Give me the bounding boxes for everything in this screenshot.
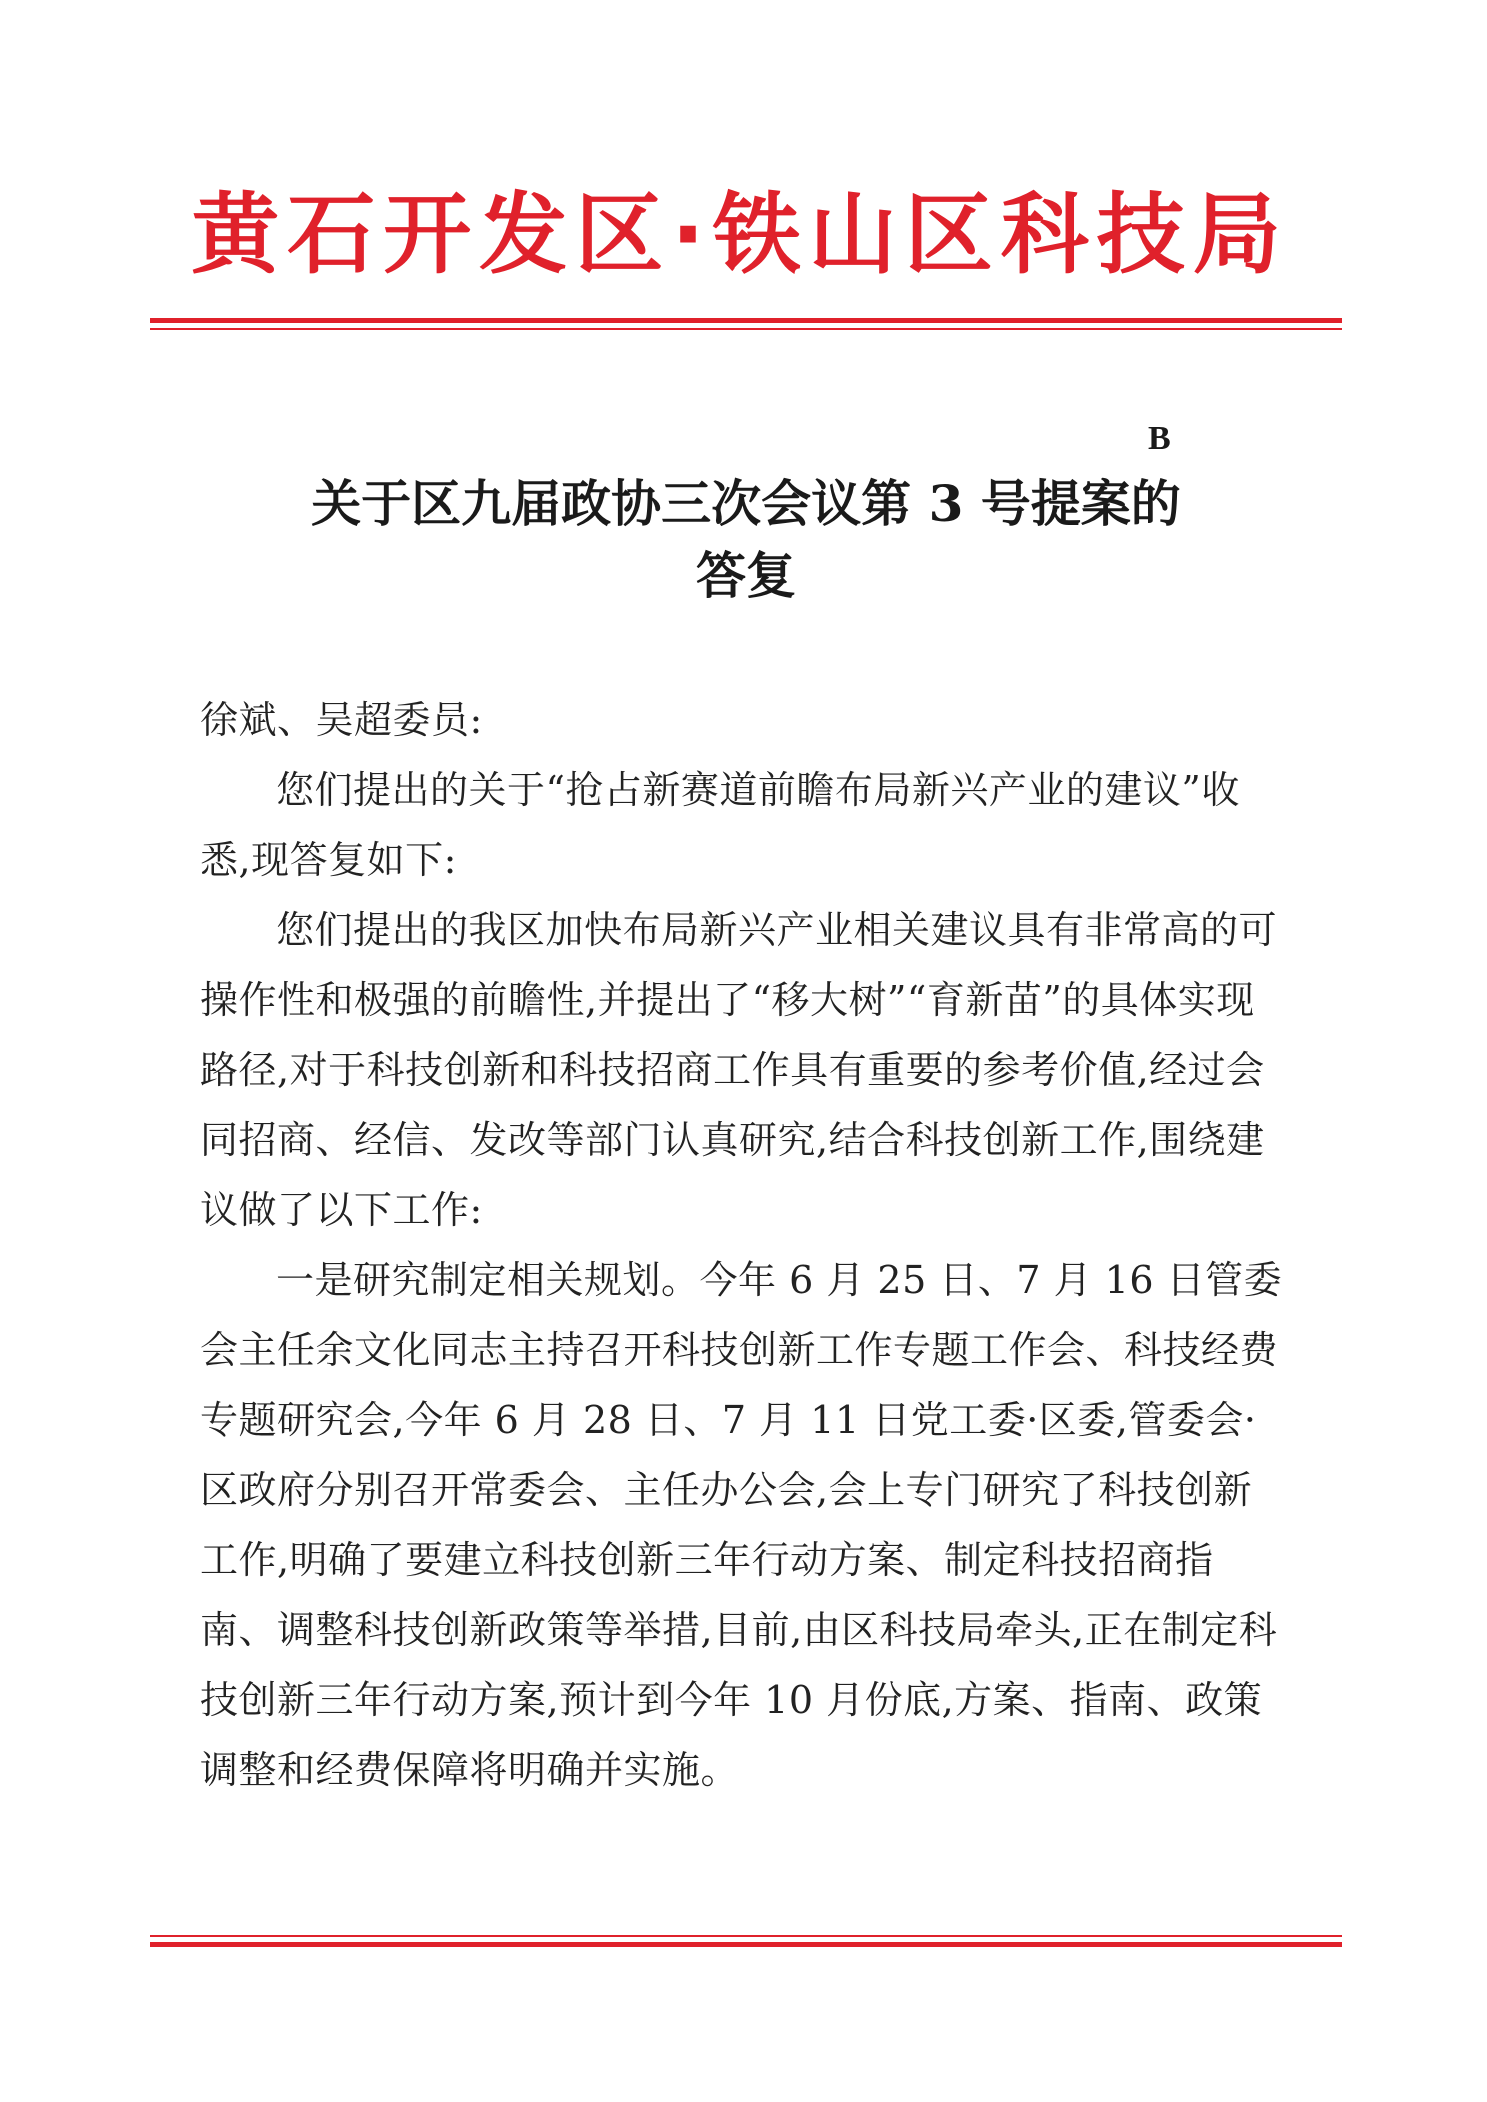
footer-rule [150, 1935, 1342, 1947]
salutation: 徐斌、吴超委员: [200, 698, 483, 742]
document-body [200, 685, 1288, 1805]
document-title [150, 468, 1342, 612]
letterhead-top-rule [150, 318, 1342, 330]
title-line-2: 答复 [696, 546, 796, 605]
document-mark: B [1148, 420, 1171, 457]
title-line-1: 关于区九届政协三次会议第 3 号提案的 [311, 474, 1181, 533]
letterhead-org-name: 黄石开发区·铁山区科技局 [191, 183, 1289, 286]
paragraph-3: 一是研究制定相关规划。今年 6 月 25 日、7 月 16 日管委会主任余文化同志主持召开科技创新工作专题工作会、科技经费专题研究会,今年 6 月 28 日、7 月 11 日党工委·区委,管委会·区政府分别召开常委会、主任办公会,会上专门研究了科技创新工作,明确了要建立科技创新三年行动方案、制定科技招商指南、调整科技创新政策等举措,目前,由区科技局牵头,正在制定科技创新三年行动方案,预计到今年 10 月份底,方案、指南、政策调整和经费保障将明确并实施。 [200, 1258, 1283, 1792]
paragraph-2: 您们提出的我区加快布局新兴产业相关建议具有非常高的可操作性和极强的前瞻性,并提出了“移大树”“育新苗”的具体实现路径,对于科技创新和科技招商工作具有重要的参考价值,经过会同招商、经信、发改等部门认真研究,结合科技创新工作,围绕建议做了以下工作: [200, 908, 1278, 1232]
paragraph-1: 您们提出的关于“抢占新赛道前瞻布局新兴产业的建议”收悉,现答复如下: [200, 768, 1240, 882]
